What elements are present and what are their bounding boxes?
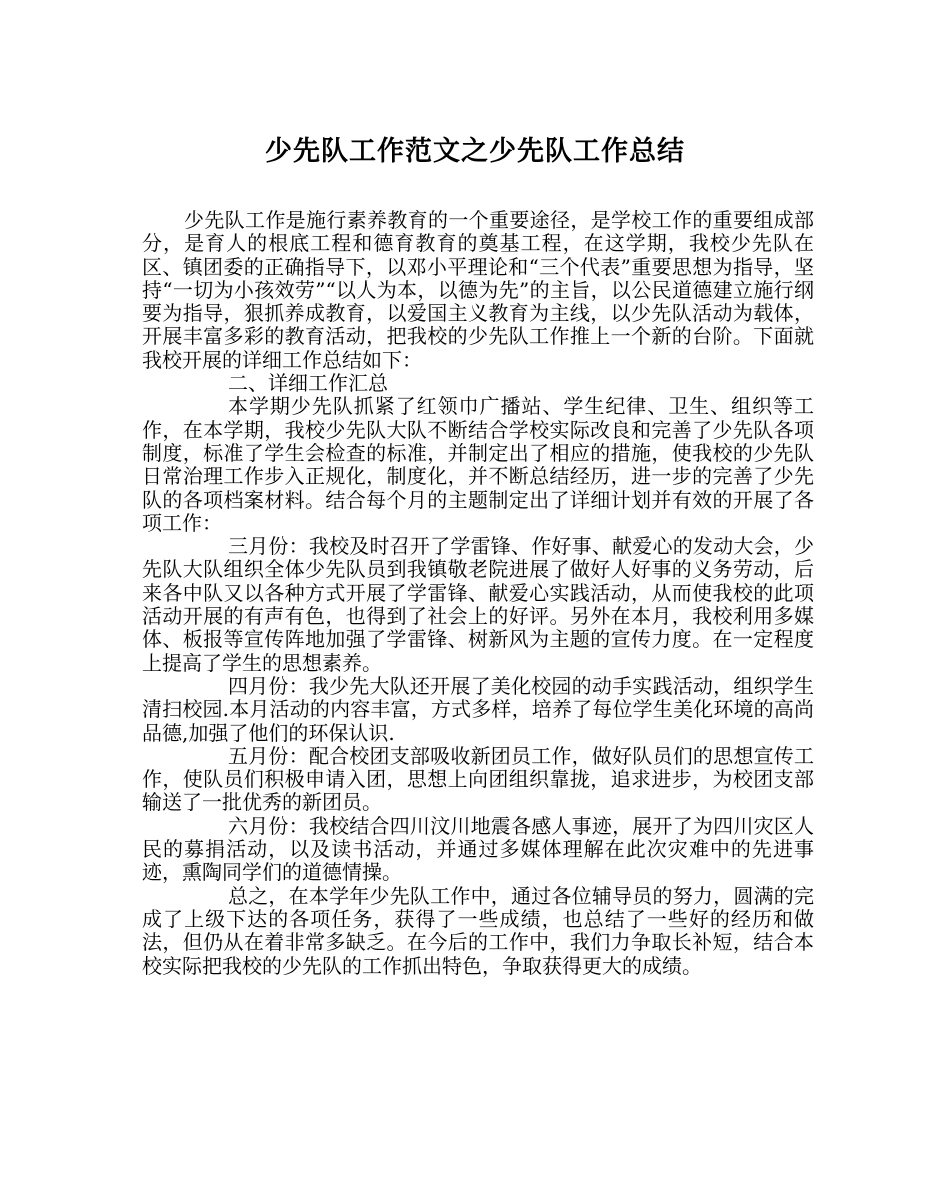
- body-paragraph-may: 五月份：配合校团支部吸收新团员工作，做好队员们的思想宣传工作，使队员们积极申请入团，思想上向团组织靠拢，追求进步，为校团支部输送了一批优秀的新团员。: [142, 743, 814, 815]
- body-paragraph-overview: 本学期少先队抓紧了红领巾广播站、学生纪律、卫生、组织等工作，在本学期，我校少先队大队不断结合学校实际改良和完善了少先队各项制度，标准了学生会检查的标准，并制定出了相应的措施，使我校的少先队日常治理工作步入正规化，制度化，并不断总结经历，进一步的完善了少先队的各项档案材料。结合每个月的主题制定出了详细计划并有效的开展了各项工作：: [142, 394, 814, 535]
- body-paragraph-march: 三月份：我校及时召开了学雷锋、作好事、献爱心的发动大会，少先队大队组织全体少先队员到我镇敬老院进展了做好人好事的义务劳动，后来各中队又以各种方式开展了学雷锋、献爱心实践活动，从而使我校的此项活动开展的有声有色，也得到了社会上的好评。另外在本月，我校利用多媒体、板报等宣传阵地加强了学雷锋、树新风为主题的宣传力度。在一定程度上提高了学生的思想素养。: [142, 534, 814, 675]
- body-paragraph-june: 六月份：我校结合四川汶川地震各感人事迹，展开了为四川灾区人民的募捐活动，以及读书活动，并通过多媒体理解在此次灾难中的先进事迹，熏陶同学们的道德情操。: [142, 813, 814, 885]
- document-body: [142, 209, 814, 978]
- body-paragraph-conclusion: 总之，在本学年少先队工作中，通过各位辅导员的努力，圆满的完成了上级下达的各项任务，获得了一些成绩，也总结了一些好的经历和做法，但仍从在着非常多缺乏。在今后的工作中，我们力争取长补短，结合本校实际把我校的少先队的工作抓出特色，争取获得更大的成绩。: [142, 883, 814, 978]
- body-paragraph-april: 四月份：我少先大队还开展了美化校园的动手实践活动，组织学生清扫校园.本月活动的内容丰富，方式多样，培养了每位学生美化环境的高尚品德,加强了他们的环保认识.: [142, 673, 814, 745]
- section-heading: 二、详细工作汇总: [228, 371, 388, 396]
- document-title: 少先队工作范文之少先队工作总结: [265, 136, 685, 167]
- intro-paragraph: 少先队工作是施行素养教育的一个重要途径，是学校工作的重要组成部分，是育人的根底工程和德育教育的奠基工程，在这学期，我校少先队在区、镇团委的正确指导下，以邓小平理论和“三个代表”重要思想为指导，坚持“一切为小孩效劳”“以人为本，以德为先”的主旨，以公民道德建立施行纲要为指导，狠抓养成教育，以爱国主义教育为主线，以少先队活动为载体，开展丰富多彩的教育活动，把我校的少先队工作推上一个新的台阶。下面就我校开展的详细工作总结如下：: [142, 208, 814, 372]
